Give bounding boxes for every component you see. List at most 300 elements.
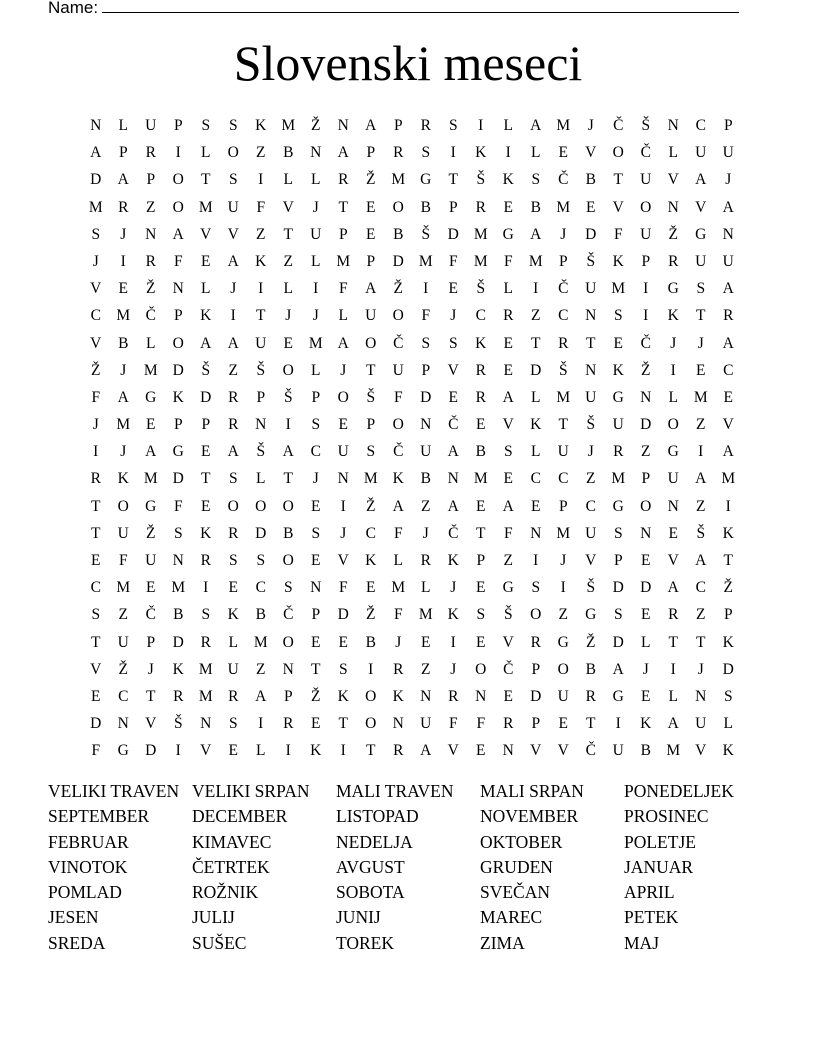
grid-cell: I xyxy=(670,361,676,379)
word-list xyxy=(48,779,788,956)
grid-cell: R xyxy=(503,307,514,325)
grid-cell: K xyxy=(530,416,542,434)
grid-cell: T xyxy=(91,633,101,651)
name-underline[interactable] xyxy=(102,0,739,13)
grid-cell: I xyxy=(643,307,649,325)
grid-cell: Č xyxy=(585,742,596,760)
grid-cell: D xyxy=(200,388,212,406)
grid-cell: G xyxy=(145,497,157,515)
grid-cell: I xyxy=(478,117,484,134)
grid-cell: V xyxy=(90,334,102,352)
grid-cell: C xyxy=(90,579,101,597)
grid-cell: P xyxy=(146,171,156,189)
grid-cell: I xyxy=(423,280,429,298)
grid-cell: O xyxy=(172,198,184,216)
word-list-row xyxy=(48,905,788,930)
grid-cell: G xyxy=(145,388,157,406)
grid-cell: V xyxy=(90,280,102,298)
grid-cell: Ž xyxy=(366,606,376,624)
grid-cell: S xyxy=(228,470,238,488)
word-list-row xyxy=(48,931,788,956)
grid-cell: E xyxy=(311,497,321,515)
grid-cell: I xyxy=(560,579,566,597)
grid-cell: T xyxy=(311,660,321,678)
grid-cell: O xyxy=(172,334,184,352)
grid-cell: S xyxy=(201,117,211,134)
grid-cell: Z xyxy=(696,606,706,624)
grid-cell: S xyxy=(283,579,293,597)
grid-cell: A xyxy=(172,225,184,243)
word-list-item: JESEN xyxy=(48,907,99,928)
grid-cell: P xyxy=(531,715,541,733)
grid-cell: Z xyxy=(641,443,651,461)
grid-cell: I xyxy=(368,660,374,678)
grid-cell: Š xyxy=(256,443,266,461)
grid-cell: Š xyxy=(696,524,706,542)
name-field[interactable] xyxy=(48,0,748,19)
grid-cell: J xyxy=(725,171,732,189)
grid-cell: K xyxy=(200,524,212,542)
grid-cell: L xyxy=(228,633,238,651)
grid-cell: T xyxy=(283,470,293,488)
grid-cell: A xyxy=(502,497,514,515)
grid-cell: O xyxy=(282,497,294,515)
grid-cell: U xyxy=(227,198,239,216)
grid-cell: U xyxy=(145,552,157,569)
grid-cell: G xyxy=(557,633,569,651)
grid-cell: E xyxy=(366,198,376,216)
grid-cell: A xyxy=(612,660,624,678)
grid-cell: K xyxy=(722,633,734,651)
grid-cell: P xyxy=(448,198,458,216)
grid-cell: J xyxy=(120,361,127,379)
grid-cell: I xyxy=(643,280,649,298)
grid-cell: T xyxy=(91,524,101,542)
grid-cell: B xyxy=(420,198,431,216)
grid-cell: M xyxy=(171,579,186,597)
grid-row xyxy=(82,520,742,547)
grid-cell: T xyxy=(476,524,486,542)
grid-cell: G xyxy=(612,388,624,406)
grid-cell: E xyxy=(228,579,238,597)
grid-cell: Š xyxy=(641,117,651,134)
grid-cell: Z xyxy=(283,252,293,270)
grid-cell: Ž xyxy=(723,579,733,597)
grid-cell: P xyxy=(366,252,376,270)
grid-cell: M xyxy=(198,198,213,216)
grid-cell: C xyxy=(310,443,321,461)
grid-cell: F xyxy=(448,252,458,270)
grid-cell: K xyxy=(365,552,377,569)
grid-cell: E xyxy=(476,742,486,760)
grid-cell: E xyxy=(696,361,706,379)
grid-cell: E xyxy=(503,198,513,216)
grid-cell: P xyxy=(366,144,376,162)
grid-cell: O xyxy=(392,198,404,216)
grid-cell: Z xyxy=(586,470,596,488)
word-list-item: DECEMBER xyxy=(192,806,288,827)
grid-cell: I xyxy=(725,497,731,515)
grid-row xyxy=(82,493,742,520)
grid-cell: K xyxy=(475,144,487,162)
grid-cell: F xyxy=(256,198,266,216)
grid-cell: U xyxy=(695,252,707,270)
word-list-item: JUNIJ xyxy=(336,907,381,928)
grid-cell: F xyxy=(393,606,403,624)
grid-cell: K xyxy=(172,388,184,406)
grid-cell: G xyxy=(667,443,679,461)
grid-cell: F xyxy=(338,579,348,597)
grid-cell: P xyxy=(311,388,321,406)
grid-cell: E xyxy=(311,715,321,733)
grid-cell: J xyxy=(560,552,567,569)
grid-cell: Ž xyxy=(311,117,321,134)
grid-cell: T xyxy=(586,334,596,352)
grid-cell: A xyxy=(447,497,459,515)
grid-cell: Š xyxy=(476,280,486,298)
grid-cell: D xyxy=(530,361,542,379)
grid-cell: T xyxy=(448,171,458,189)
grid-cell: U xyxy=(640,171,652,189)
grid-cell: D xyxy=(172,470,184,488)
grid-cell: O xyxy=(667,416,679,434)
grid-cell: Č xyxy=(448,524,459,542)
grid-cell: J xyxy=(312,307,319,325)
grid-cell: L xyxy=(668,388,678,406)
grid-cell: V xyxy=(695,742,707,760)
grid-cell: N xyxy=(392,715,404,733)
grid-cell: M xyxy=(556,117,571,134)
word-list-item: PROSINEC xyxy=(624,806,709,827)
grid-cell: I xyxy=(313,280,319,298)
grid-cell: Č xyxy=(393,334,404,352)
grid-cell: B xyxy=(365,633,376,651)
grid-cell: E xyxy=(118,280,128,298)
grid-cell: Z xyxy=(531,307,541,325)
grid-cell: N xyxy=(502,742,514,760)
grid-cell: C xyxy=(90,307,101,325)
grid-cell: M xyxy=(253,633,268,651)
grid-cell: A xyxy=(695,552,707,569)
grid-cell: K xyxy=(310,742,322,760)
grid-cell: N xyxy=(337,470,349,488)
grid-cell: F xyxy=(503,252,513,270)
grid-cell: M xyxy=(528,252,543,270)
grid-cell: I xyxy=(258,715,264,733)
grid-cell: Ž xyxy=(366,497,376,515)
grid-cell: U xyxy=(392,361,404,379)
grid-cell: P xyxy=(558,497,568,515)
grid-cell: E xyxy=(448,388,458,406)
grid-cell: Z xyxy=(421,660,431,678)
grid-cell: M xyxy=(418,606,433,624)
grid-cell: L xyxy=(118,117,128,134)
grid-cell: R xyxy=(723,307,734,325)
grid-cell: T xyxy=(696,307,706,325)
grid-cell: L xyxy=(503,117,513,134)
grid-cell: J xyxy=(147,660,154,678)
grid-cell: O xyxy=(117,497,129,515)
grid-cell: I xyxy=(120,252,126,270)
grid-cell: D xyxy=(172,361,184,379)
grid-cell: E xyxy=(641,552,651,569)
grid-cell: E xyxy=(531,497,541,515)
grid-cell: B xyxy=(118,334,129,352)
grid-cell: U xyxy=(117,633,129,651)
grid-cell: L xyxy=(311,252,321,270)
grid-cell: S xyxy=(531,171,541,189)
grid-cell: Š xyxy=(366,388,376,406)
grid-cell: N xyxy=(667,198,679,216)
grid-cell: E xyxy=(366,225,376,243)
grid-cell: P xyxy=(421,361,431,379)
grid-cell: C xyxy=(118,687,129,705)
grid-cell: B xyxy=(173,606,184,624)
grid-cell: O xyxy=(282,633,294,651)
word-list-item: MALI TRAVEN xyxy=(336,781,454,801)
grid-cell: D xyxy=(585,225,597,243)
grid-cell: S xyxy=(366,443,376,461)
grid-cell: L xyxy=(531,443,541,461)
grid-cell: V xyxy=(557,742,569,760)
grid-cell: I xyxy=(505,144,511,162)
grid-cell: K xyxy=(475,334,487,352)
grid-cell: I xyxy=(203,579,209,597)
grid-cell: B xyxy=(393,225,404,243)
grid-cell: J xyxy=(120,443,127,461)
word-list-row xyxy=(48,804,788,829)
word-list-item: VELIKI SRPAN xyxy=(192,781,310,801)
grid-cell: V xyxy=(585,552,597,569)
grid-cell: R xyxy=(393,742,404,760)
grid-cell: R xyxy=(475,198,486,216)
grid-cell: Š xyxy=(173,715,183,733)
grid-cell: R xyxy=(145,252,156,270)
grid-cell: E xyxy=(641,606,651,624)
grid-row xyxy=(82,139,742,166)
word-list-row xyxy=(48,830,788,855)
grid-cell: R xyxy=(173,687,184,705)
grid-cell: R xyxy=(475,388,486,406)
grid-cell: T xyxy=(613,171,623,189)
grid-cell: Ž xyxy=(311,687,321,705)
grid-cell: L xyxy=(256,470,266,488)
grid-cell: L xyxy=(503,280,513,298)
grid-cell: S xyxy=(421,144,431,162)
grid-cell: L xyxy=(421,579,431,597)
grid-cell: R xyxy=(118,198,129,216)
word-list-item: TOREK xyxy=(336,932,395,953)
grid-cell: L xyxy=(256,742,266,760)
grid-row xyxy=(82,737,742,764)
grid-row xyxy=(82,629,742,656)
grid-cell: D xyxy=(640,416,652,434)
grid-cell: O xyxy=(227,497,239,515)
grid-cell: N xyxy=(90,117,102,134)
grid-cell: S xyxy=(421,334,431,352)
grid-cell: N xyxy=(667,117,679,134)
grid-cell: E xyxy=(641,687,651,705)
grid-cell: R xyxy=(420,117,431,134)
grid-cell: U xyxy=(667,470,679,488)
grid-row xyxy=(82,384,742,411)
grid-cell: M xyxy=(556,198,571,216)
grid-cell: R xyxy=(393,144,404,162)
grid-cell: D xyxy=(337,606,349,624)
grid-cell: K xyxy=(447,606,459,624)
grid-cell: I xyxy=(340,742,346,760)
grid-cell: M xyxy=(116,416,131,434)
grid-cell: J xyxy=(697,660,704,678)
grid-cell: A xyxy=(722,334,734,352)
grid-cell: U xyxy=(337,443,349,461)
grid-cell: A xyxy=(227,334,239,352)
grid-cell: J xyxy=(697,334,704,352)
grid-cell: S xyxy=(228,552,238,569)
grid-cell: A xyxy=(117,388,129,406)
grid-cell: Č xyxy=(145,606,156,624)
grid-cell: A xyxy=(145,443,157,461)
grid-cell: V xyxy=(90,660,102,678)
grid-cell: C xyxy=(695,579,706,597)
grid-cell: Z xyxy=(256,660,266,678)
grid-row xyxy=(82,683,742,710)
grid-cell: M xyxy=(721,470,736,488)
grid-cell: L xyxy=(283,171,293,189)
grid-cell: Z xyxy=(421,497,431,515)
grid-cell: Š xyxy=(476,171,486,189)
grid-cell: G xyxy=(667,280,679,298)
grid-cell: A xyxy=(227,443,239,461)
grid-cell: S xyxy=(448,117,458,134)
grid-cell: P xyxy=(338,225,348,243)
grid-cell: F xyxy=(173,497,183,515)
grid-cell: J xyxy=(450,307,457,325)
grid-cell: Č xyxy=(613,117,624,134)
grid-cell: T xyxy=(201,470,211,488)
grid-cell: E xyxy=(558,144,568,162)
grid-cell: N xyxy=(282,660,294,678)
word-list-item: MAJ xyxy=(624,932,660,953)
grid-cell: K xyxy=(392,687,404,705)
grid-cell: I xyxy=(340,497,346,515)
grid-cell: Š xyxy=(503,606,513,624)
grid-cell: D xyxy=(145,742,157,760)
grid-cell: J xyxy=(285,307,292,325)
grid-row xyxy=(82,656,742,683)
grid-cell: U xyxy=(365,307,377,325)
grid-cell: R xyxy=(90,470,101,488)
grid-cell: T xyxy=(366,361,376,379)
grid-row xyxy=(82,221,742,248)
grid-cell: A xyxy=(255,687,267,705)
grid-cell: J xyxy=(120,225,127,243)
grid-cell: V xyxy=(695,198,707,216)
word-list-item: MALI SRPAN xyxy=(480,781,584,801)
grid-cell: K xyxy=(172,660,184,678)
grid-cell: M xyxy=(473,252,488,270)
grid-cell: M xyxy=(363,470,378,488)
grid-cell: J xyxy=(340,524,347,542)
word-list-item: OKTOBER xyxy=(480,831,563,852)
grid-cell: P xyxy=(173,117,183,134)
grid-cell: R xyxy=(475,361,486,379)
grid-cell: P xyxy=(558,252,568,270)
grid-cell: G xyxy=(612,687,624,705)
grid-cell: E xyxy=(338,416,348,434)
grid-cell: R xyxy=(585,687,596,705)
grid-cell: P xyxy=(723,606,733,624)
grid-row xyxy=(82,302,742,329)
word-list-item: GRUDEN xyxy=(480,856,553,877)
grid-cell: R xyxy=(228,388,239,406)
word-list-item: NEDELJA xyxy=(336,831,413,852)
grid-cell: E xyxy=(503,687,513,705)
grid-cell: B xyxy=(640,742,651,760)
grid-cell: Č xyxy=(145,307,156,325)
grid-cell: N xyxy=(475,687,487,705)
word-list-item: APRIL xyxy=(624,882,675,903)
grid-cell: Ž xyxy=(146,280,156,298)
grid-cell: E xyxy=(311,633,321,651)
word-list-item: MAREC xyxy=(480,907,543,928)
grid-cell: K xyxy=(447,552,459,569)
grid-cell: R xyxy=(503,715,514,733)
grid-cell: E xyxy=(228,742,238,760)
grid-cell: Č xyxy=(558,171,569,189)
grid-cell: V xyxy=(667,171,679,189)
grid-cell: U xyxy=(557,443,569,461)
grid-cell: B xyxy=(283,524,294,542)
grid-cell: E xyxy=(283,334,293,352)
grid-cell: L xyxy=(531,388,541,406)
grid-cell: S xyxy=(256,552,266,569)
grid-cell: T xyxy=(531,334,541,352)
grid-cell: U xyxy=(722,252,734,270)
grid-cell: Z xyxy=(228,361,238,379)
grid-cell: A xyxy=(90,144,102,162)
grid-cell: U xyxy=(557,687,569,705)
name-label: Name: xyxy=(48,0,99,17)
grid-cell: M xyxy=(611,280,626,298)
word-list-item: SEPTEMBER xyxy=(48,806,150,827)
grid-cell: R xyxy=(200,633,211,651)
grid-row xyxy=(82,166,742,193)
grid-row xyxy=(82,710,742,737)
grid-cell: G xyxy=(172,443,184,461)
grid-cell: N xyxy=(420,416,432,434)
grid-cell: A xyxy=(502,388,514,406)
grid-cell: S xyxy=(228,715,238,733)
grid-cell: P xyxy=(283,687,293,705)
grid-cell: D xyxy=(255,524,267,542)
grid-cell: P xyxy=(118,144,128,162)
grid-cell: I xyxy=(258,280,264,298)
grid-cell: B xyxy=(255,606,266,624)
grid-cell: V xyxy=(447,361,459,379)
grid-cell: S xyxy=(613,307,623,325)
grid-cell: O xyxy=(227,144,239,162)
grid-cell: L xyxy=(311,361,321,379)
grid-cell: Z xyxy=(503,552,513,569)
grid-cell: Z xyxy=(146,198,156,216)
grid-cell: T xyxy=(201,171,211,189)
grid-row xyxy=(82,601,742,628)
grid-cell: G xyxy=(695,225,707,243)
grid-cell: J xyxy=(670,334,677,352)
grid-cell: I xyxy=(698,443,704,461)
grid-row xyxy=(82,248,742,275)
